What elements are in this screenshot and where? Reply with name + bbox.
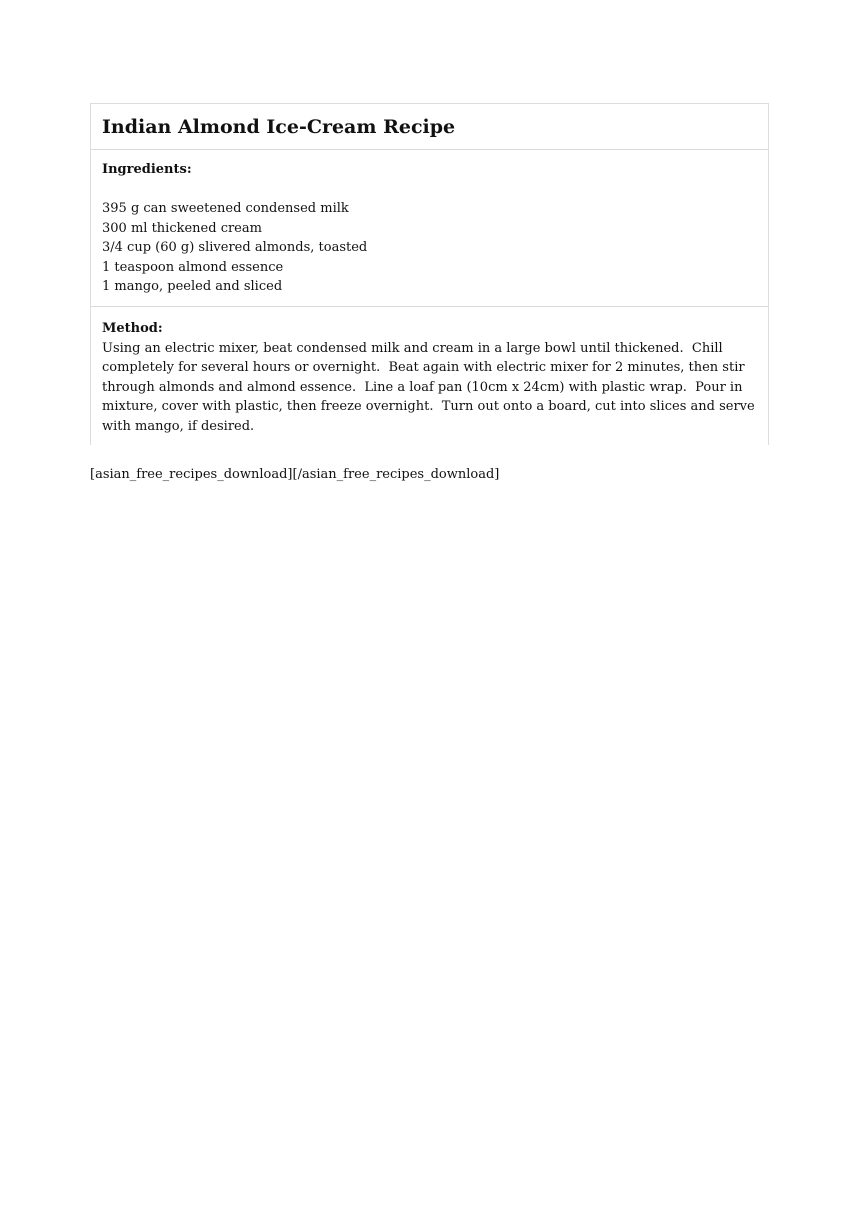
recipe-card [90,103,769,445]
method-section [91,307,768,445]
ingredient-item: 300 ml thickened cream [102,220,262,236]
download-shortcode-text: [asian_free_recipes_download][/asian_free_recipes_download] [90,467,500,482]
recipe-title: Indian Almond Ice-Cream Recipe [102,116,456,138]
recipe-title-row [91,104,768,150]
ingredients-heading: Ingredients: [102,162,192,177]
method-text: Using an electric mixer, beat condensed milk and cream in a large bowl until thickened. Chill completely for several hours or overnight. Beat again with electric mixer for 2 minutes, then stir through almonds and almond essence. Line a loaf pan (10cm x 24cm) with plastic wrap. Pour in mixture, cover with plastic, then freeze overnight. Turn out onto a board, cut into slices and serve with mango, if desired. [102,340,755,434]
ingredients-section [91,150,768,307]
ingredient-item: 1 teaspoon almond essence [102,259,284,275]
method-heading: Method: [102,321,163,336]
ingredient-item: 395 g can sweetened condensed milk [102,201,349,216]
ingredient-list [102,199,757,297]
ingredient-item: 3/4 cup (60 g) slivered almonds, toasted [102,240,368,255]
ingredient-item: 1 mango, peeled and sliced [102,279,283,294]
